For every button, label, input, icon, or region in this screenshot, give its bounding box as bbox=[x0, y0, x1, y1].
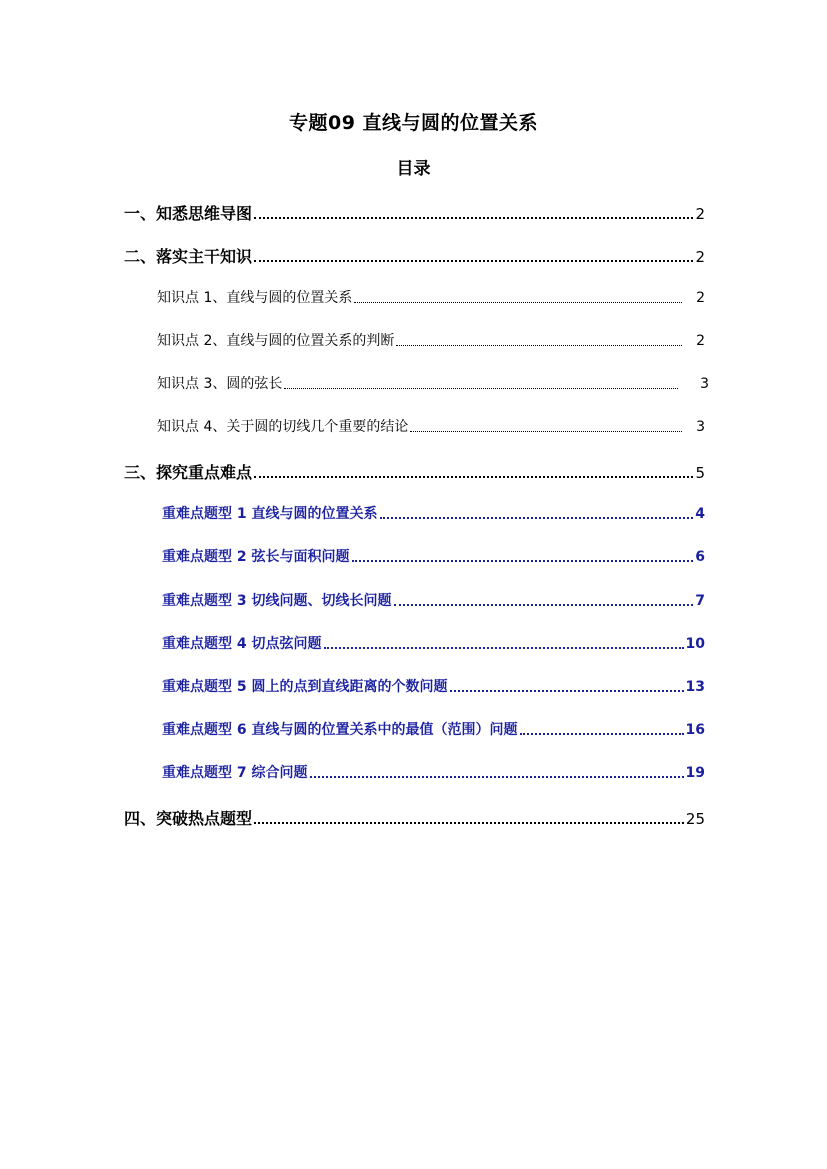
toc-entry-label: 四、突破热点题型 bbox=[124, 809, 253, 828]
toc-entry-label: 三、探究重点难点 bbox=[124, 463, 253, 482]
toc-entry-label: 知识点 2、直线与圆的位置关系的判断 bbox=[157, 333, 395, 349]
toc-entry-page: 3 bbox=[700, 376, 709, 392]
toc-entry-page: 6 bbox=[695, 549, 705, 565]
toc-leader-dots bbox=[254, 822, 684, 824]
toc-leader-dots bbox=[254, 476, 693, 478]
toc-entry-topic-1[interactable] bbox=[162, 503, 705, 523]
toc-entry-knowledge-3[interactable] bbox=[157, 373, 709, 393]
toc-entry-section-4[interactable] bbox=[124, 806, 705, 829]
toc-leader-dots bbox=[410, 431, 682, 432]
toc-leader-dots bbox=[396, 345, 682, 346]
toc-entry-topic-4[interactable] bbox=[162, 633, 705, 653]
toc-entry-page: 4 bbox=[695, 506, 705, 522]
toc-entry-page: 10 bbox=[685, 636, 705, 652]
toc-entry-topic-3[interactable] bbox=[162, 590, 705, 610]
toc-leader-dots bbox=[254, 217, 693, 219]
toc-leader-dots bbox=[324, 647, 684, 649]
toc-entry-page: 2 bbox=[695, 205, 705, 223]
toc-entry-section-1[interactable] bbox=[124, 201, 705, 224]
toc-entry-knowledge-2[interactable] bbox=[157, 330, 705, 350]
toc-entry-label: 一、知悉思维导图 bbox=[124, 204, 253, 223]
toc-entry-page: 25 bbox=[685, 810, 705, 828]
toc-heading: 目录 bbox=[396, 159, 431, 179]
toc-entry-topic-7[interactable] bbox=[162, 762, 705, 782]
toc-entry-page: 3 bbox=[696, 419, 705, 435]
toc-entry-page: 7 bbox=[695, 593, 705, 609]
toc-entry-page: 16 bbox=[685, 722, 705, 738]
toc-entry-page: 13 bbox=[685, 679, 705, 695]
toc-entry-topic-5[interactable] bbox=[162, 676, 705, 696]
toc-leader-dots bbox=[352, 560, 694, 562]
toc-leader-dots bbox=[354, 302, 682, 303]
toc-entry-label: 知识点 1、直线与圆的位置关系 bbox=[157, 290, 353, 306]
toc-entry-section-2[interactable] bbox=[124, 244, 705, 267]
toc-leader-dots bbox=[284, 388, 678, 389]
toc-entry-knowledge-1[interactable] bbox=[157, 287, 705, 307]
toc-entry-label: 重难点题型 5 圆上的点到直线距离的个数问题 bbox=[162, 679, 448, 695]
toc-leader-dots bbox=[254, 260, 693, 262]
toc-entry-page: 2 bbox=[695, 248, 705, 266]
toc-leader-dots bbox=[380, 517, 694, 519]
toc-entry-page: 2 bbox=[696, 333, 705, 349]
toc-entry-page: 2 bbox=[696, 290, 705, 306]
toc-entry-label: 重难点题型 4 切点弦问题 bbox=[162, 636, 322, 652]
toc-entry-section-3[interactable] bbox=[124, 460, 705, 483]
toc-entry-label: 知识点 3、圆的弦长 bbox=[157, 376, 283, 392]
toc-entry-topic-2[interactable] bbox=[162, 546, 705, 566]
toc-entry-label: 重难点题型 3 切线问题、切线长问题 bbox=[162, 593, 392, 609]
toc-leader-dots bbox=[520, 733, 684, 735]
toc-entry-label: 重难点题型 6 直线与圆的位置关系中的最值（范围）问题 bbox=[162, 722, 518, 738]
toc-entry-page: 5 bbox=[695, 464, 705, 482]
toc-leader-dots bbox=[394, 604, 694, 606]
toc-leader-dots bbox=[450, 690, 684, 692]
toc-entry-label: 重难点题型 2 弦长与面积问题 bbox=[162, 549, 350, 565]
toc-entry-label: 二、落实主干知识 bbox=[124, 247, 253, 266]
toc-entry-topic-6[interactable] bbox=[162, 719, 705, 739]
toc-entry-page: 19 bbox=[685, 765, 705, 781]
toc-entry-label: 重难点题型 1 直线与圆的位置关系 bbox=[162, 506, 378, 522]
toc-entry-label: 知识点 4、关于圆的切线几个重要的结论 bbox=[157, 419, 409, 435]
toc-entry-label: 重难点题型 7 综合问题 bbox=[162, 765, 308, 781]
toc-entry-knowledge-4[interactable] bbox=[157, 416, 705, 436]
document-title: 专题09 直线与圆的位置关系 bbox=[288, 112, 539, 134]
toc-leader-dots bbox=[310, 776, 684, 778]
